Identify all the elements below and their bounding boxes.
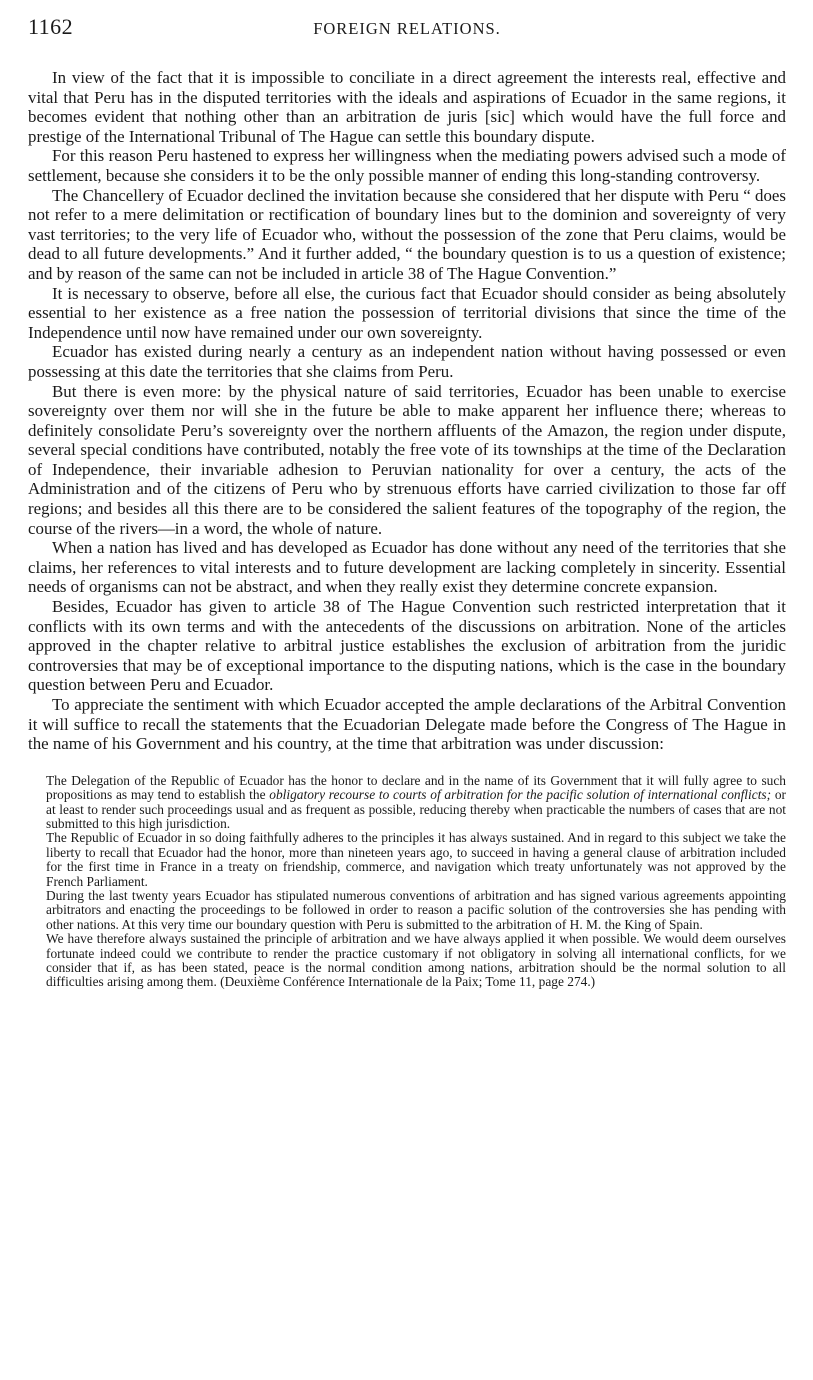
quote-paragraph: The Republic of Ecuador in so doing faithfully adheres to the principles it has always sustained. And in regard to this subject we take the liberty to recall that Ecuador had the honor, more than nineteen years ago, to succeed in having a general clause of arbitration included for the first time in France in a treaty on friendship, commerce, and navigation which treaty unfortunately was not approved by the French Parliament. bbox=[46, 830, 786, 889]
quote-italic-text: obligatory recourse to courts of arbitration for the pacific solution of international conflicts; bbox=[269, 787, 772, 803]
paragraph: Besides, Ecuador has given to article 38 of The Hague Convention such restricted interpretation that it conflicts with its own terms and with the antecedents of the discussions on arbitration. None of the articles approved in the chapter relative to arbitral justice establishes the exclusion of arbitration from the juridic controversies that may be of exceptional importance to the disputing nations, which is the case in the boundary question between Peru and Ecuador. bbox=[28, 597, 786, 695]
running-head: FOREIGN RELATIONS. bbox=[313, 19, 501, 38]
body-text bbox=[28, 68, 786, 754]
paragraph: But there is even more: by the physical nature of said territories, Ecuador has been unable to exercise sovereignty over them nor will she in the future be able to make apparent her influence there; whereas to definitely consolidate Peru’s sovereignty over the northern affluents of the Amazon, the region under dispute, several special conditions have contributed, notably the free vote of its townships at the time of the Declaration of Independence, their invariable adhesion to Peruvian nationality for over a century, the acts of the Administration and of the citizens of Peru who by strenuous efforts have carried civilization to those far off regions; and besides all this there are to be considered the salient features of the topography of the region, the course of the rivers—in a word, the whole of nature. bbox=[28, 381, 786, 538]
paragraph: To appreciate the sentiment with which Ecuador accepted the ample declarations of the Arbitral Convention it will suffice to recall the statements that the Ecuadorian Delegate made before the Congress of The Hague in the name of his Government and his country, at the time that arbitration was under discussion: bbox=[28, 695, 786, 754]
quote-text: The Delegation of the Republic of Ecuador has the honor to declare and in the name of its Government that it will fully agree to such propositions as may tend to establish the bbox=[46, 772, 786, 803]
quote-paragraph: We have therefore always sustained the principle of arbitration and we have always applied it when possible. We would deem ourselves fortunate indeed could we contribute to render the practice customary if not obligatory in solving all international conflicts, for we consider that if, as has been stated, peace is the normal condition among nations, arbitration should be the normal solution to all difficulties arising among them. (Deuxième Conférence Internationale de la Paix; Tome 11, page 274.) bbox=[46, 931, 786, 990]
paragraph: Ecuador has existed during nearly a century as an independent nation without having possessed or even possessing at this date the territories that she claims from Peru. bbox=[28, 342, 786, 381]
document-page bbox=[28, 14, 786, 990]
block-quote bbox=[28, 774, 786, 990]
page-header bbox=[28, 14, 786, 44]
page-number: 1162 bbox=[28, 14, 74, 39]
quote-paragraph: During the last twenty years Ecuador has stipulated numerous conventions of arbitration and has signed various agreements appointing arbitrators and enacting the proceedings to be followed in order to reason a pacific solution of the controversies she has pending with other nations. At this very time our boundary question with Peru is submitted to the arbitration of H. M. the King of Spain. bbox=[46, 888, 786, 932]
paragraph: When a nation has lived and has developed as Ecuador has done without any need of the territories that she claims, her references to vital interests and to future development are lacking completely in sincerity. Essential needs of organisms can not be abstract, and when they really exist they determine concrete expansion. bbox=[28, 538, 786, 597]
paragraph: In view of the fact that it is impossible to conciliate in a direct agreement the interests real, effective and vital that Peru has in the disputed territories with the ideals and aspirations of Ecuador in the same regions, it becomes evident that nothing other than an arbitration de juris [sic] which would have the full force and prestige of the International Tribunal of The Hague can settle this boundary dispute. bbox=[28, 68, 786, 146]
paragraph: For this reason Peru hastened to express her willingness when the mediating powers advised such a mode of settlement, because she considers it to be the only possible manner of ending this long-standing controversy. bbox=[28, 146, 786, 185]
paragraph: It is necessary to observe, before all else, the curious fact that Ecuador should consider as being absolutely essential to her existence as a free nation the possession of territorial divisions that since the time of the Independence until now have remained under our own sovereignty. bbox=[28, 283, 786, 342]
quote-paragraph bbox=[46, 774, 786, 832]
quote-text: or at least to render such proceedings usual and as frequent as possible, reducing thereby when practicable the numbers of cases that are not submitted to this high jurisdiction. bbox=[46, 787, 786, 831]
paragraph: The Chancellery of Ecuador declined the invitation because she considered that her dispute with Peru “ does not refer to a mere delimitation or rectification of boundary lines but to the dominion and sovereignty of very vast territories; to the very life of Ecuador who, without the possession of the zone that Peru claims, would be dead to all future developments.” And it further added, “ the boundary question is to us a question of existence; and by reason of the same can not be included in article 38 of The Hague Convention.” bbox=[28, 185, 786, 283]
